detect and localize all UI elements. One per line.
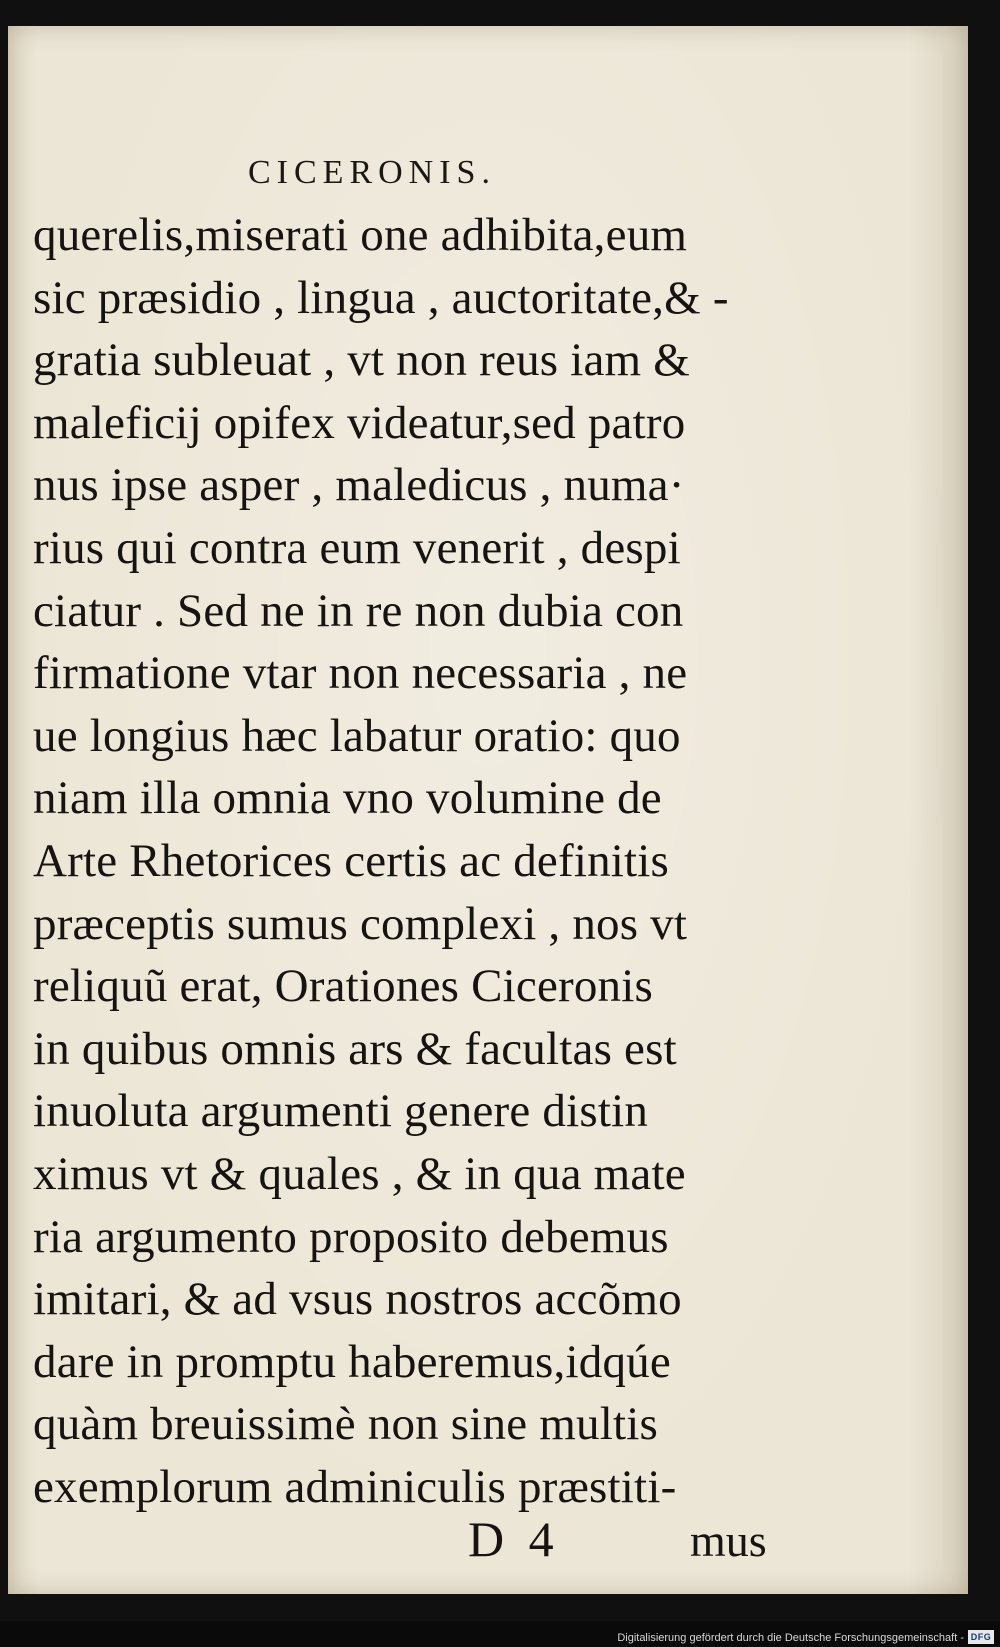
- catchword: mus: [690, 1515, 767, 1566]
- text-line: Arte Rhetorices certis ac definitis: [33, 834, 670, 887]
- text-line: reliquũ erat, Orationes Ciceronis: [33, 960, 654, 1013]
- text-line: querelis,miserati one adhibita,eum: [33, 209, 688, 261]
- running-head: CICERONIS.: [248, 154, 496, 191]
- text-line: ciatur . Sed ne in re non dubia con: [33, 584, 684, 637]
- text-line: maleficij opifex videatur,sed patro: [33, 396, 686, 449]
- text-line: rius qui contra eum venerit , despi: [33, 521, 681, 574]
- text-line: ximus vt & quales , & in qua mate: [33, 1147, 686, 1200]
- signature-mark: D 4: [468, 1511, 560, 1567]
- footer-credit-text: Digitalisierung gefördert durch die Deutsche Forschungsgemeinschaft -: [617, 1632, 964, 1644]
- text-line: niam illa omnia vno volumine de: [33, 772, 662, 825]
- text-line: sic præsidio , lingua , auctoritate,& -: [33, 271, 729, 324]
- text-line: firmatione vtar non necessaria , ne: [33, 647, 688, 700]
- dfg-logo: DFG: [968, 1630, 994, 1644]
- text-line: præceptis sumus complexi , nos vt: [33, 897, 688, 950]
- footer-bar: [0, 1621, 1000, 1647]
- text-line: nus ipse asper , maledicus , numa·: [33, 459, 685, 512]
- text-block: [33, 204, 793, 1518]
- text-line: ria argumento proposito debemus: [33, 1210, 669, 1263]
- text-line: quàm breuissimè non sine multis: [33, 1398, 658, 1451]
- text-line: ue longius hæc labatur oratio: quo: [33, 709, 681, 762]
- text-line: exemplorum adminiculis præstiti-: [33, 1460, 677, 1513]
- text-line: gratia subleuat , vt non reus iam &: [33, 334, 691, 387]
- text-line: imitari, & ad vsus nostros accõmo: [33, 1273, 682, 1326]
- text-line: dare in promptu haberemus,idqúe: [33, 1335, 671, 1388]
- book-page: [8, 26, 968, 1594]
- text-line: inuoluta argumenti genere distin: [33, 1085, 649, 1138]
- text-line: in quibus omnis ars & facultas est: [33, 1022, 677, 1075]
